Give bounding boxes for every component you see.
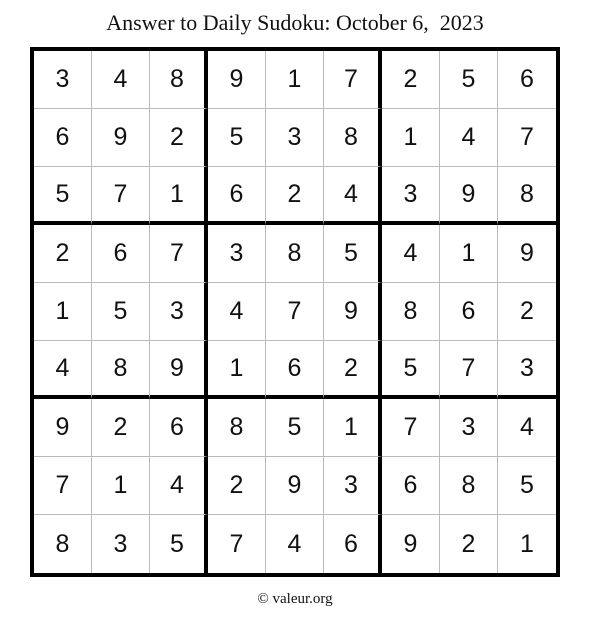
sudoku-cell-r5c2: 5 [92,283,150,341]
sudoku-board [30,47,560,577]
sudoku-cell-r9c7: 9 [382,515,440,573]
sudoku-cell-r3c9: 8 [498,167,556,225]
sudoku-cell-r4c3: 7 [150,225,208,283]
sudoku-cell-r8c7: 6 [382,457,440,515]
sudoku-cell-r6c3: 9 [150,341,208,399]
sudoku-cell-r2c2: 9 [92,109,150,167]
sudoku-cell-r7c7: 7 [382,399,440,457]
sudoku-cell-r5c3: 3 [150,283,208,341]
sudoku-cell-r1c8: 5 [440,51,498,109]
sudoku-cell-r1c5: 1 [266,51,324,109]
sudoku-cell-r2c1: 6 [34,109,92,167]
sudoku-cell-r9c6: 6 [324,515,382,573]
sudoku-cell-r7c2: 2 [92,399,150,457]
sudoku-cell-r4c2: 6 [92,225,150,283]
sudoku-cell-r7c9: 4 [498,399,556,457]
sudoku-cell-r2c6: 8 [324,109,382,167]
sudoku-cell-r4c4: 3 [208,225,266,283]
sudoku-cell-r5c5: 7 [266,283,324,341]
sudoku-cell-r6c2: 8 [92,341,150,399]
sudoku-cell-r1c4: 9 [208,51,266,109]
sudoku-cell-r6c4: 1 [208,341,266,399]
sudoku-cell-r5c1: 1 [34,283,92,341]
sudoku-cell-r3c2: 7 [92,167,150,225]
sudoku-cell-r6c5: 6 [266,341,324,399]
sudoku-cell-r4c8: 1 [440,225,498,283]
sudoku-cell-r1c2: 4 [92,51,150,109]
sudoku-cell-r3c4: 6 [208,167,266,225]
sudoku-cell-r8c1: 7 [34,457,92,515]
sudoku-cell-r9c3: 5 [150,515,208,573]
sudoku-cell-r2c8: 4 [440,109,498,167]
sudoku-cell-r1c3: 8 [150,51,208,109]
sudoku-cell-r1c6: 7 [324,51,382,109]
sudoku-cell-r3c6: 4 [324,167,382,225]
sudoku-cell-r8c8: 8 [440,457,498,515]
sudoku-cell-r9c9: 1 [520,529,534,558]
sudoku-cell-r6c9: 3 [498,341,556,399]
sudoku-cell-r2c4: 5 [208,109,266,167]
sudoku-cell-r1c7: 2 [382,51,440,109]
sudoku-cell-r7c6: 1 [324,399,382,457]
sudoku-cell-r8c9: 5 [498,457,556,515]
sudoku-cell-r7c1: 9 [34,399,92,457]
sudoku-cell-r5c7: 8 [382,283,440,341]
sudoku-cell-r4c6: 5 [324,225,382,283]
sudoku-cell-r4c5: 8 [266,225,324,283]
sudoku-cell-r8c2: 1 [92,457,150,515]
sudoku-cell-r7c3: 6 [150,399,208,457]
sudoku-cell-r3c8: 9 [440,167,498,225]
sudoku-cell-r5c9: 2 [498,283,556,341]
sudoku-cell-r2c9: 7 [498,109,556,167]
copyright-footer: © valeur.org [257,591,333,607]
sudoku-cell-r6c7: 5 [382,341,440,399]
sudoku-cell-r5c6: 9 [324,283,382,341]
sudoku-cell-r6c8: 7 [440,341,498,399]
sudoku-cell-r9c4: 7 [208,515,266,573]
sudoku-cell-r2c7: 1 [382,109,440,167]
sudoku-cell-r1c1: 3 [34,51,92,109]
sudoku-cell-r2c5: 3 [266,109,324,167]
sudoku-cell-r9c5: 4 [266,515,324,573]
sudoku-cell-r3c1: 5 [34,167,92,225]
sudoku-cell-r7c5: 5 [266,399,324,457]
sudoku-cell-r3c5: 2 [266,167,324,225]
sudoku-cell-r4c1: 2 [34,225,92,283]
sudoku-cell-r9c2: 3 [92,515,150,573]
sudoku-cell-r4c9: 9 [498,225,556,283]
sudoku-cell-r9c1: 8 [34,515,92,573]
sudoku-cell-r6c1: 4 [34,341,92,399]
sudoku-cell-r3c7: 3 [382,167,440,225]
sudoku-cell-r8c6: 3 [324,457,382,515]
sudoku-cell-r8c4: 2 [208,457,266,515]
sudoku-cell-r8c3: 4 [150,457,208,515]
sudoku-cell-r5c8: 6 [440,283,498,341]
sudoku-cell-r5c4: 4 [208,283,266,341]
sudoku-cell-r8c5: 9 [266,457,324,515]
sudoku-cell-r3c3: 1 [150,167,208,225]
sudoku-cell-r2c3: 2 [150,109,208,167]
puzzle-title: Answer to Daily Sudoku: October 6, 2023 [106,10,484,35]
sudoku-cell-r6c6: 2 [324,341,382,399]
sudoku-cell-r4c7: 4 [382,225,440,283]
sudoku-cell-r7c8: 3 [440,399,498,457]
sudoku-cell-r7c4: 8 [208,399,266,457]
sudoku-cell-r1c9: 6 [498,51,556,109]
sudoku-cell-r9c8: 2 [440,515,498,573]
